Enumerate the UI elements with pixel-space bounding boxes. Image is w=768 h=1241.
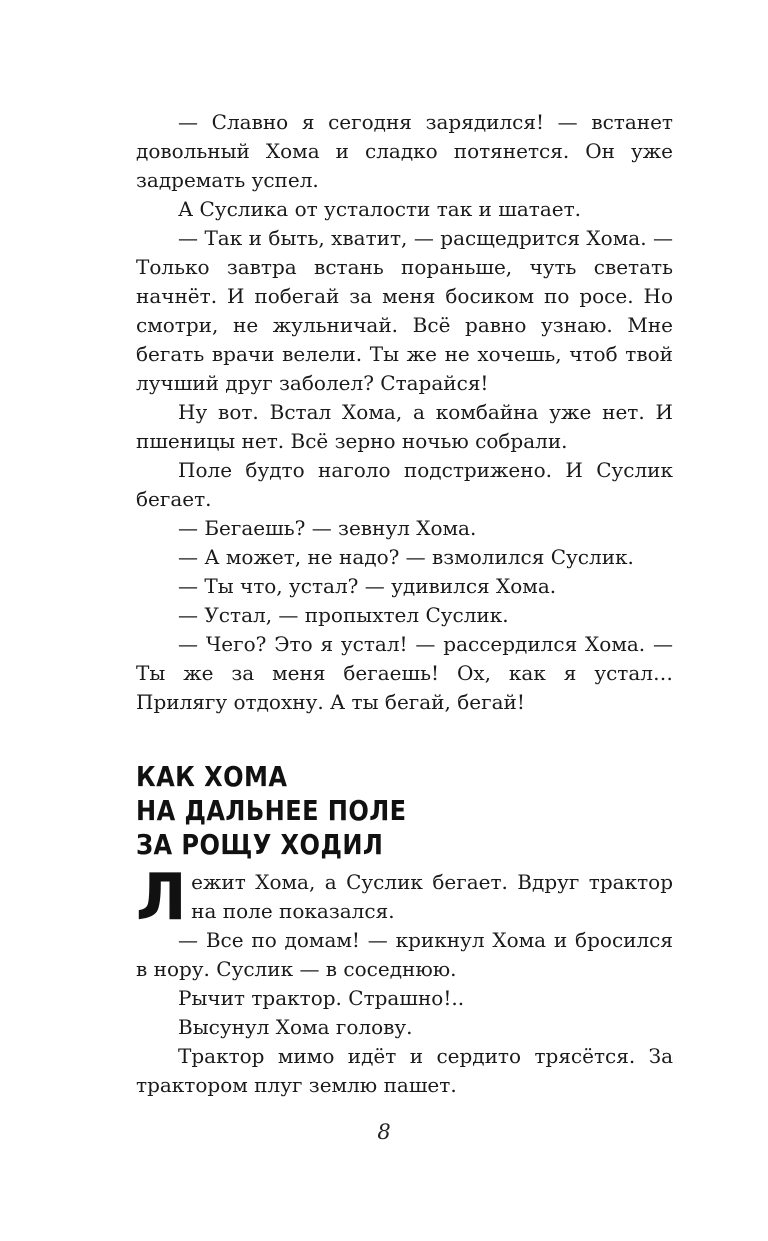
paragraph: — Так и быть, хватит, — расщедрится Хома. — Только завтра встань пораньше, чуть светать начнёт. И побегай за меня босиком по росе. Но смотри, не жульничай. Всё равно узнаю. Мне бегать врачи велели. Ты же не хочешь, чтоб твой лучший друг заболел? Старайся! [136,226,673,395]
paragraph: Ну вот. Встал Хома, а комбайна уже нет. И пшеницы нет. Всё зерно ночью собрали. [136,400,673,453]
page-number: 8 [377,1120,391,1144]
paragraph: Рычит трактор. Страшно!.. [178,986,465,1010]
paragraph: — А может, не надо? — взмолился Суслик. [178,545,634,569]
chapter-title-line: КАК ХОМА [136,760,288,793]
chapter-title-line: НА ДАЛЬНЕЕ ПОЛЕ [136,794,407,827]
paragraph: — Бегаешь? — зевнул Хома. [178,516,477,540]
paragraph: Высунул Хома голову. [178,1015,413,1039]
paragraph: — Устал, — пропыхтел Суслик. [178,603,509,627]
paragraph: — Все по домам! — крикнул Хома и бросился в нору. Суслик — в соседнюю. [136,928,673,981]
paragraph: ежит Хома, а Суслик бегает. Вдруг трактор на поле показался. [191,870,673,923]
drop-cap: Л [136,861,187,935]
page-body [136,108,673,1100]
paragraph: Поле будто наголо подстрижено. И Суслик бегает. [136,458,673,511]
paragraph: — Славно я сегодня зарядился! — встанет довольный Хома и сладко потянется. Он уже задремать успел. [136,110,673,192]
chapter-title-line: ЗА РОЩУ ХОДИЛ [136,828,384,861]
chapter-opening [136,861,673,935]
paragraph: — Чего? Это я устал! — рассердился Хома. — Ты же за меня бегаешь! Ох, как я устал… Прилягу отдохну. А ты бегай, бегай! [136,632,673,714]
paragraph: Трактор мимо идёт и сердито трясётся. За трактором плуг землю пашет. [136,1044,673,1097]
paragraph: А Суслика от усталости так и шатает. [178,197,582,221]
chapter-title [136,760,598,862]
paragraph: — Ты что, устал? — удивился Хома. [178,574,557,598]
